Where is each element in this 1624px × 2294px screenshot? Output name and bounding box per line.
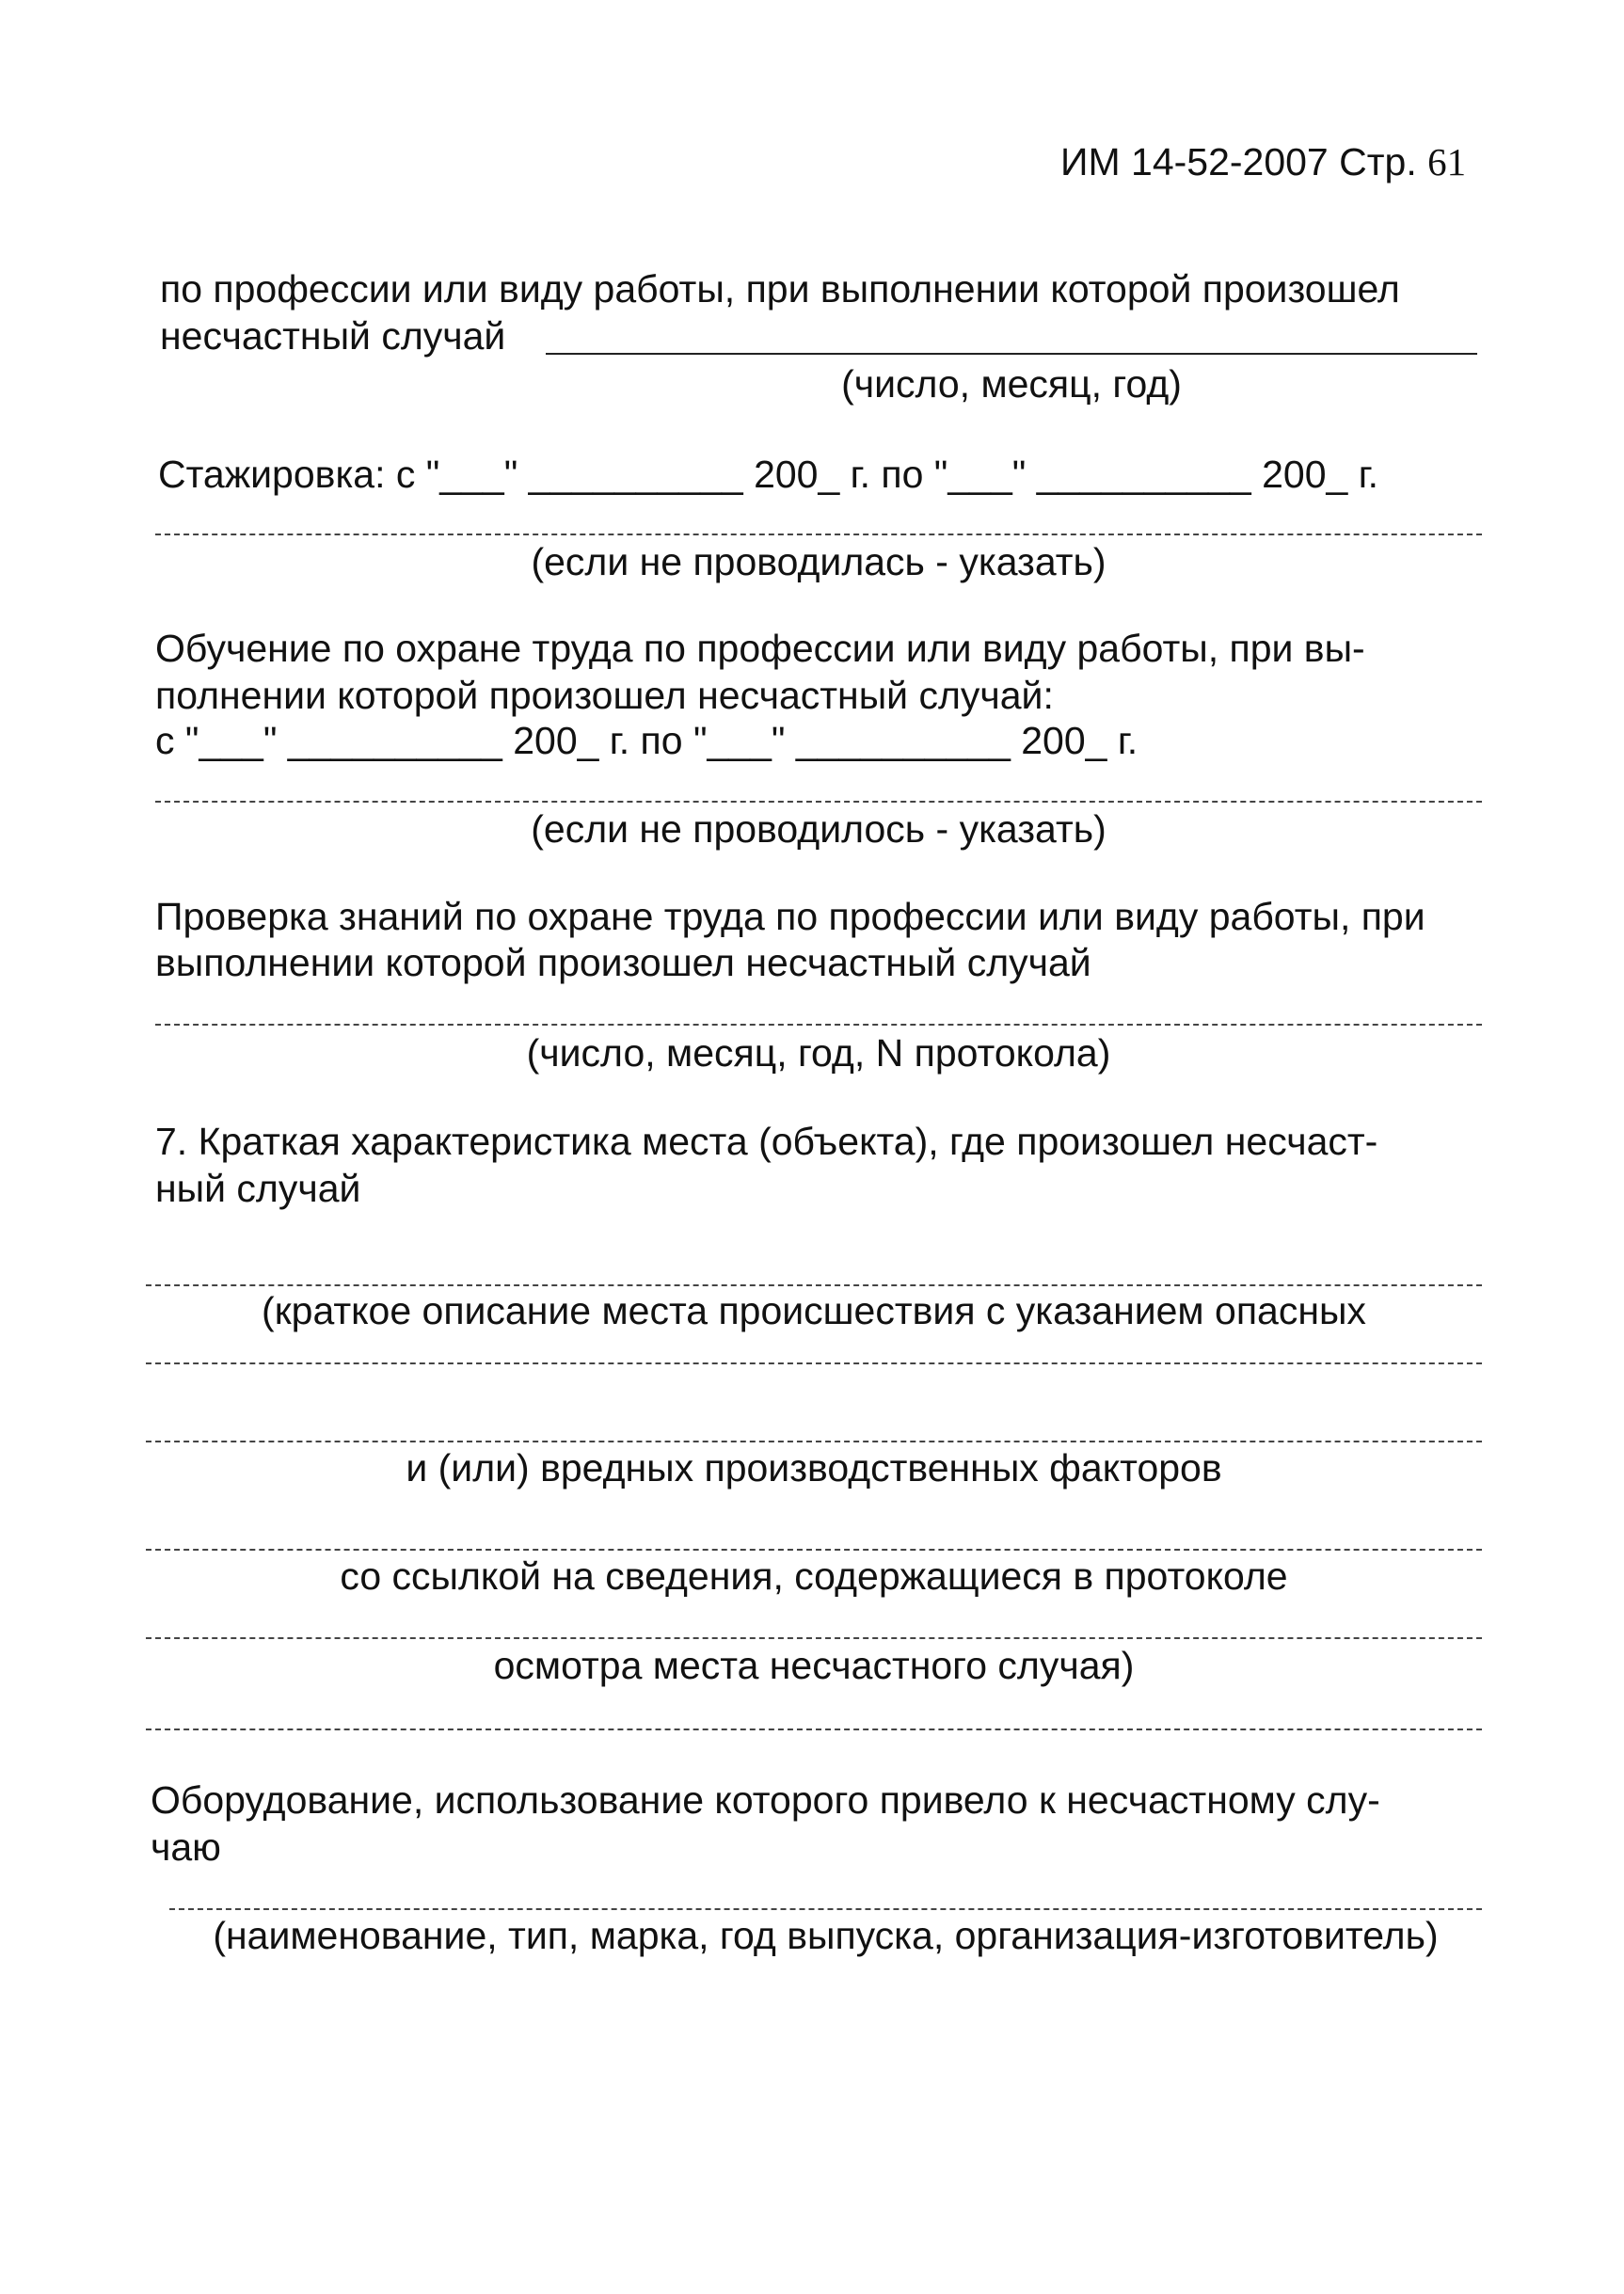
- profession-line-1: по профессии или виду работы, при выполнении которой произошел: [160, 267, 1400, 311]
- section7-caption-1: (краткое описание места происшествия с указанием опасных: [262, 1289, 1366, 1332]
- internship-dates: Стажировка: с "___" __________ 200_ г. по "___" __________ 200_ г.: [158, 453, 1379, 496]
- training-line-1: Обучение по охране труда по профессии или виду работы, при вы-: [155, 627, 1365, 670]
- profession-line-2: несчастный случай: [160, 314, 506, 358]
- knowledge-check-line-2: выполнении которой произошел несчастный случай: [155, 941, 1091, 984]
- section7-field-5[interactable]: [146, 1637, 1482, 1639]
- section7-field-3[interactable]: [146, 1441, 1482, 1442]
- knowledge-check-caption: (число, месяц, год, N протокола): [526, 1031, 1111, 1075]
- section7-field-1[interactable]: [146, 1284, 1482, 1286]
- document-reference: ИМ 14-52-2007 Стр.: [1060, 140, 1417, 183]
- section7-caption-4: осмотра места несчастного случая): [493, 1644, 1135, 1687]
- internship-caption: (если не проводилась - указать): [531, 540, 1107, 583]
- section7-caption-3: со ссылкой на сведения, содержащиеся в протоколе: [340, 1554, 1288, 1598]
- training-line-2: полнении которой произошел несчастный случай:: [155, 674, 1054, 717]
- page-number: 61: [1427, 140, 1467, 183]
- section7-line-1: 7. Краткая характеристика места (объекта), где произошел несчаст-: [155, 1120, 1378, 1163]
- profession-date-caption: (число, месяц, год): [841, 362, 1182, 406]
- equipment-caption: (наименование, тип, марка, год выпуска, организация-изготовитель): [213, 1914, 1439, 1957]
- internship-note-field[interactable]: [155, 534, 1482, 535]
- training-caption: (если не проводилось - указать): [531, 807, 1107, 851]
- profession-date-field[interactable]: [546, 353, 1477, 355]
- section7-caption-2: и (или) вредных производственных факторов: [406, 1446, 1222, 1490]
- section7-field-6[interactable]: [146, 1728, 1482, 1730]
- equipment-field[interactable]: [169, 1908, 1482, 1910]
- training-note-field[interactable]: [155, 801, 1482, 803]
- section7-field-4[interactable]: [146, 1549, 1482, 1551]
- training-dates: с "___" __________ 200_ г. по "___" __________ 200_ г.: [155, 719, 1138, 762]
- section7-line-2: ный случай: [155, 1167, 361, 1210]
- page-header: [1060, 140, 1467, 183]
- section7-field-2[interactable]: [146, 1362, 1482, 1364]
- knowledge-check-field[interactable]: [155, 1024, 1482, 1026]
- equipment-line-2: чаю: [151, 1825, 221, 1869]
- equipment-line-1: Оборудование, использование которого привело к несчастному слу-: [151, 1778, 1380, 1822]
- knowledge-check-line-1: Проверка знаний по охране труда по профессии или виду работы, при: [155, 895, 1425, 938]
